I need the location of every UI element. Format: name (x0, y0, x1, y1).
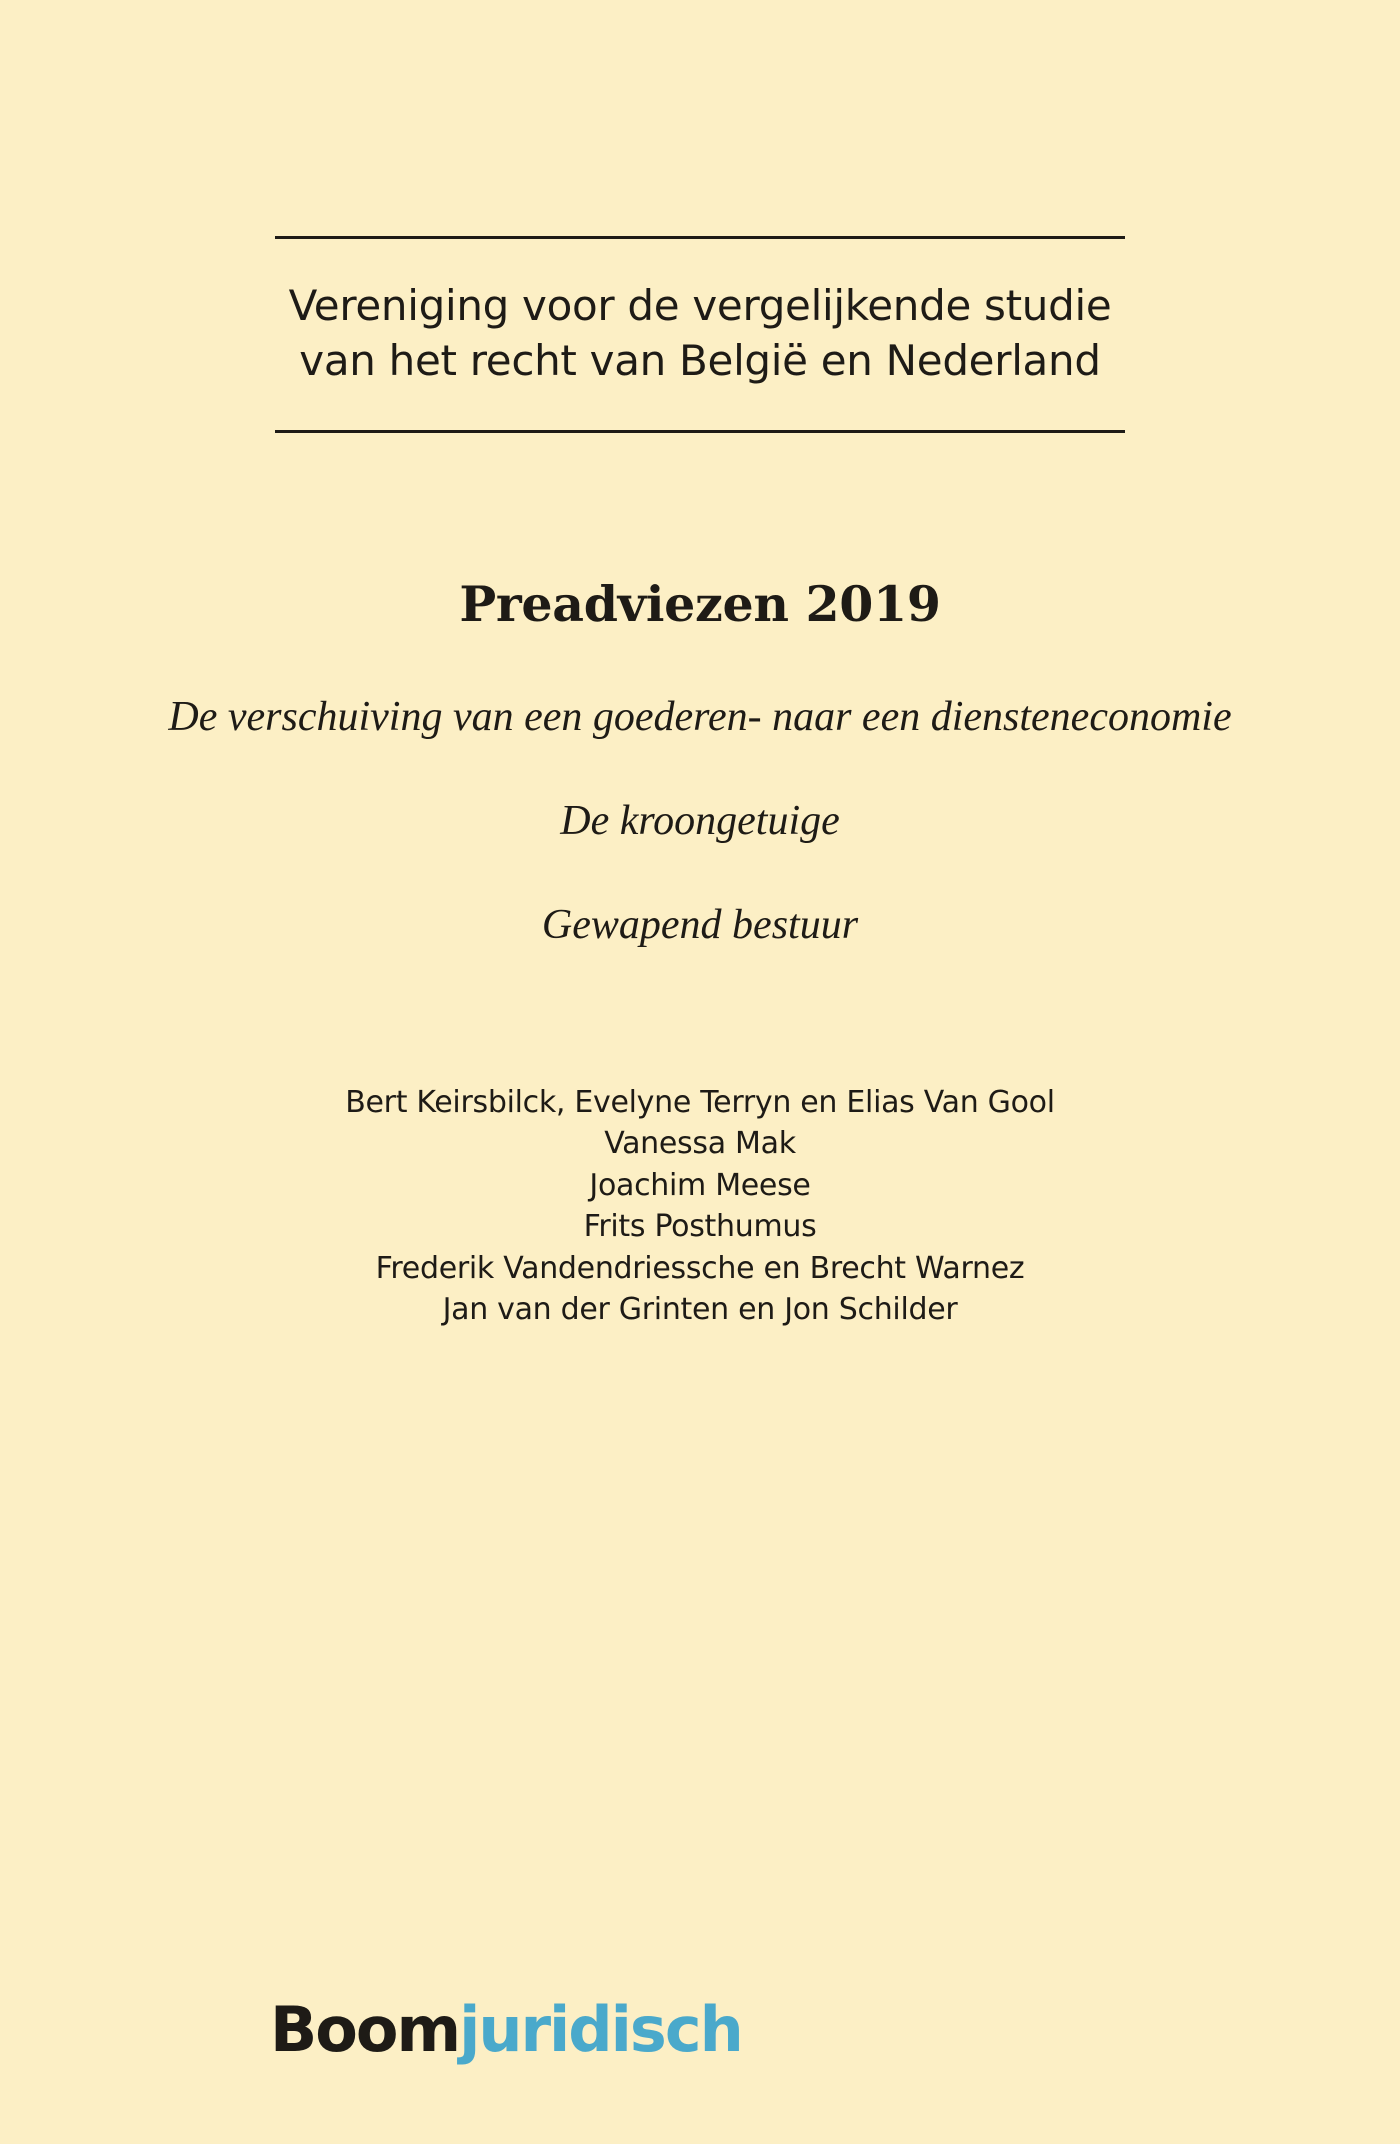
author-line: Frits Posthumus (583, 1209, 817, 1245)
author-line: Vanessa Mak (604, 1126, 796, 1162)
author-line: Jan van der Grinten en Jon Schilder (442, 1292, 958, 1328)
subtitle-3: Gewapend bestuur (541, 902, 859, 948)
author-line: Joachim Meese (589, 1167, 811, 1203)
top-rule (275, 236, 1125, 239)
publisher-logo-juridisch: juridisch (459, 1993, 742, 2066)
author-list (0, 1082, 1400, 1330)
subtitle-1: De verschuiving van een goederen- naar een diensteneconomie (168, 694, 1232, 740)
publisher-logo-boom: Boom (270, 1993, 460, 2066)
society-line-2: van het recht van België en Nederland (299, 336, 1101, 385)
author-line: Bert Keirsbilck, Evelyne Terryn en Elias Van Gool (345, 1085, 1055, 1120)
publisher-logo (270, 1990, 742, 2070)
society-name (0, 278, 1400, 388)
society-line-1: Vereniging voor de vergelijkende studie (288, 281, 1112, 330)
author-line: Frederik Vandendriessche en Brecht Warnez (375, 1250, 1025, 1286)
subtitle-2: De kroongetuige (560, 798, 840, 844)
book-title: Preadviezen 2019 (459, 575, 941, 633)
bottom-rule (275, 430, 1125, 433)
